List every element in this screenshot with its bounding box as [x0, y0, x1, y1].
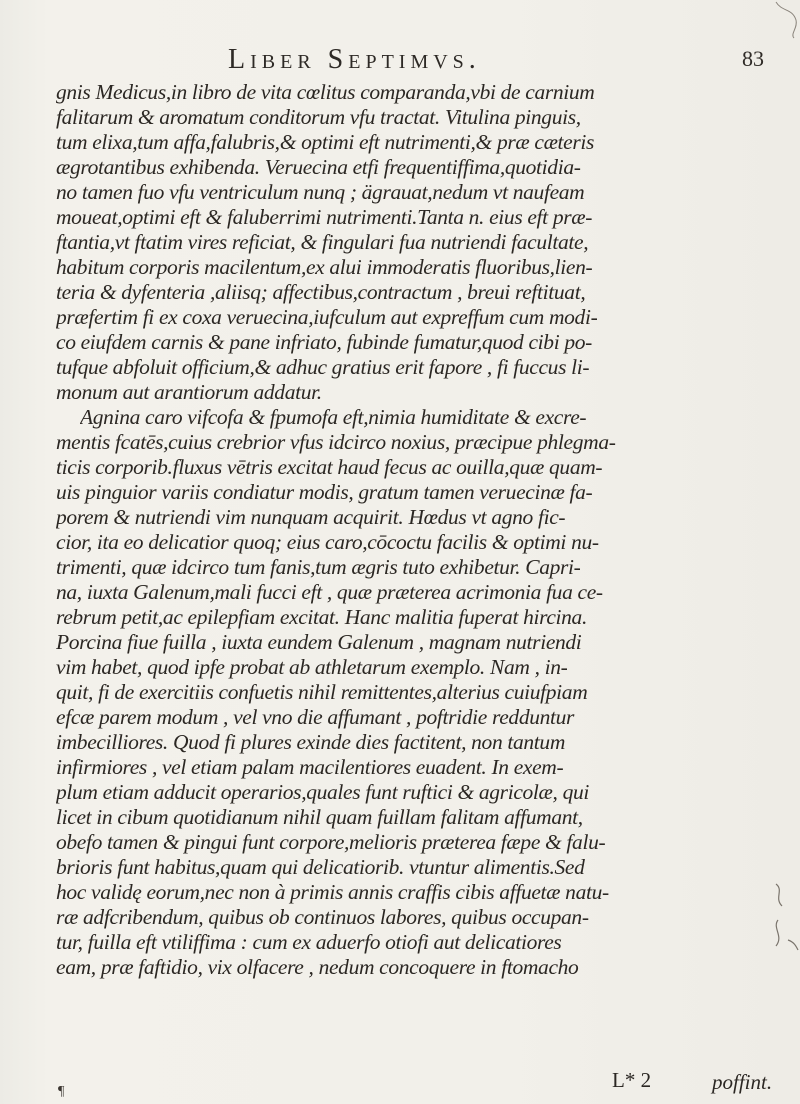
text-line: tum elixa,tum affa,falubris,& optimi eft nutrimenti,& præ cæteris: [56, 130, 595, 154]
paragraph-mark: ¶: [58, 1084, 65, 1099]
text-line: brioris funt habitus,quam qui delicatiorib. vtuntur alimentis.Sed: [56, 855, 585, 879]
text-line: imbecilliores. Quod fi plures exinde dies factitent, non tantum: [56, 730, 565, 754]
text-line: ticis corporib.fluxus vētris excitat haud fecus ac ouilla,quæ quam-: [56, 455, 603, 479]
text-line: tufque abfoluit officium,& adhuc gratius erit fapore , fi fuccus li-: [56, 355, 590, 379]
text-line: ræ adfcribendum, quibus ob continuos labores, quibus occupan-: [56, 905, 589, 929]
text-line: na, iuxta Galenum,mali fucci eft , quæ præterea acrimonia fua ce-: [56, 580, 603, 604]
text-line: no tamen fuo vfu ventriculum nunq ; ägrauat,nedum vt naufeam: [56, 180, 585, 204]
text-line: licet in cibum quotidianum nihil quam fuillam falitam affumant,: [56, 805, 583, 829]
text-line: mentis fcatēs,cuius crebrior vfus idcirco noxius, præcipue phlegma-: [56, 430, 616, 454]
paragraph-start-line: Agnina caro vifcofa & fpumofa eft,nimia humiditate & excre-: [80, 405, 587, 429]
text-line: porem & nutriendi vim nunquam acquirit. Hœdus vt agno fic-: [56, 505, 566, 529]
text-line: teria & dyfenteria ,aliisq; affectibus,contractum , breui reftituat,: [56, 280, 586, 304]
text-line: habitum corporis macilentum,ex alui immoderatis fluoribus,lien-: [56, 255, 593, 279]
text-line: quit, fi de exercitiis confuetis nihil remittentes,alterius cuiufpiam: [56, 680, 588, 704]
text-line: co eiufdem carnis & pane infriato, fubinde fumatur,quod cibi po-: [56, 330, 592, 354]
text-line: rebrum petit,ac epilepfiam excitat. Hanc malitia fuperat hircina.: [56, 605, 587, 629]
text-line: efcæ parem modum , vel vno die affumant , poftridie redduntur: [56, 705, 575, 729]
text-line: eam, præ faftidio, vix olfacere , nedum concoquere in ftomacho: [56, 955, 579, 979]
signature-mark: L* 2: [612, 1068, 652, 1092]
text-line: hoc validę eorum,nec non à primis annis craffis cibis affuetæ natu-: [56, 880, 609, 904]
page-header: [228, 44, 768, 78]
text-line: Porcina fiue fuilla , iuxta eundem Galenum , magnam nutriendi: [56, 630, 582, 654]
text-line: plum etiam adducit operarios,quales funt ruftici & agricolæ, qui: [56, 780, 589, 804]
text-line: trimenti, quæ idcirco tum fanis,tum ægris tuto exhibetur. Capri-: [56, 555, 581, 579]
running-title: Liber Septimvs.: [228, 44, 481, 75]
text-line: ftantia,vt ftatim vires reficiat, & fingulari fua nutriendi facultate,: [56, 230, 589, 254]
margin-ink-mark: [770, 880, 800, 960]
page-number: 83: [742, 46, 764, 71]
text-line: monum aut arantiorum addatur.: [56, 380, 322, 404]
text-line: gnis Medicus,in libro de vita cœlitus comparanda,vbi de carnium: [56, 80, 595, 104]
corner-ink-mark: [772, 0, 800, 40]
text-line: obefo tamen & pingui funt corpore,melioris præterea fæpe & falu-: [56, 830, 606, 854]
text-line: cior, ita eo delicatior quoq; eius caro,cōcoctu facilis & optimi nu-: [56, 530, 599, 554]
text-line: vim habet, quod ipfe probat ab athletarum exemplo. Nam , in-: [56, 655, 568, 679]
text-line: infirmiores , vel etiam palam macilentiores euadent. In exem-: [56, 755, 564, 779]
text-line: falitarum & aromatum conditorum vfu tractat. Vitulina pinguis,: [56, 105, 581, 129]
text-line: uis pinguior variis condiatur modis, gratum tamen veruecinæ fa-: [56, 480, 593, 504]
catchword: poffint.: [712, 1070, 773, 1094]
text-line: moueat,optimi eft & faluberrimi nutrimenti.Tanta n. eius eft præ-: [56, 205, 593, 229]
text-line: præfertim fi ex coxa veruecina,iufculum aut expreffum cum modi-: [56, 305, 598, 329]
text-line: ægrotantibus exhibenda. Veruecina etfi frequentiffima,quotidia-: [56, 155, 581, 179]
text-line: tur, fuilla eft vtiliffima : cum ex aduerfo otiofi aut delicatiores: [56, 930, 562, 954]
